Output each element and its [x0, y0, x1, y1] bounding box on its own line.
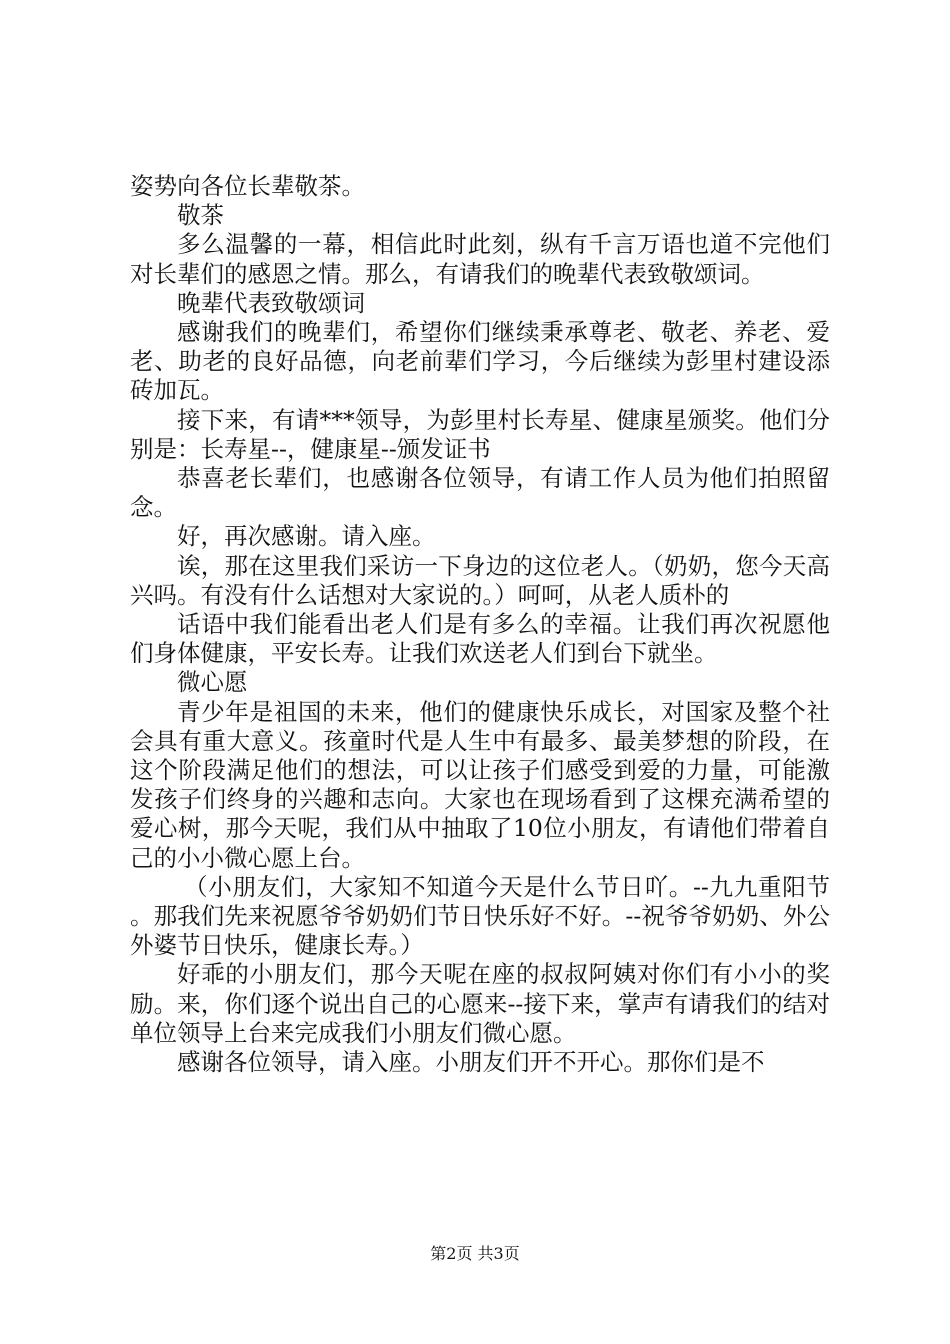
page-footer: 第2页 共3页 [430, 1244, 520, 1263]
paragraph: 恭喜老长辈们，也感谢各位领导，有请工作人员为他们拍照留念。 [130, 464, 830, 522]
paragraph-heading: 敬茶 [177, 201, 224, 230]
paragraph-heading: 微心愿 [177, 668, 248, 697]
paragraph: 好乖的小朋友们，那今天呢在座的叔叔阿姨对你们有小小的奖励。来，你们逐个说出自己的心愿来--接下来，掌声有请我们的结对单位领导上台来完成我们小朋友们微心愿。 [130, 960, 830, 1047]
paragraph: 感谢各位领导，请入座。小朋友们开不开心。那你们是不 [177, 1048, 765, 1077]
paragraph: 诶，那在这里我们采访一下身边的这位老人。（奶奶，您今天高兴吗。有没有什么话想对大家说的。）呵呵，从老人质朴的 [130, 551, 830, 609]
paragraph: 青少年是祖国的未来，他们的健康快乐成长，对国家及整个社会具有重大意义。孩童时代是人生中有最多、最美梦想的阶段，在这个阶段满足他们的想法，可以让孩子们感受到爱的力量，可能激发孩子们终身的兴趣和志向。大家也在现场看到了这棵充满希望的爱心树，那今天呢，我们从中抽取了10位小朋友，有请他们带着自己的小小微心愿上台。 [130, 697, 830, 872]
body-text [130, 172, 830, 1077]
paragraph: 好，再次感谢。请入座。 [177, 522, 436, 551]
paragraph-heading: 晚辈代表致敬颂词 [177, 288, 365, 317]
paragraph: 接下来，有请***领导，为彭里村长寿星、健康星颁奖。他们分别是：长寿星--，健康星--颁发证书 [130, 405, 830, 463]
paragraph: 多么温馨的一幕，相信此时此刻，纵有千言万语也道不完他们对长辈们的感恩之情。那么，有请我们的晚辈代表致敬颂词。 [130, 230, 830, 288]
paragraph: （小朋友们，大家知不知道今天是什么节日吖。--九九重阳节。那我们先来祝愿爷爷奶奶们节日快乐好不好。--祝爷爷奶奶、外公外婆节日快乐，健康长寿。） [130, 872, 830, 960]
paragraph: 话语中我们能看出老人们是有多么的幸福。让我们再次祝愿他们身体健康，平安长寿。让我们欢送老人们到台下就坐。 [130, 610, 830, 668]
paragraph: 感谢我们的晚辈们，希望你们继续秉承尊老、敬老、养老、爱老、助老的良好品德，向老前辈们学习，今后继续为彭里村建设添砖加瓦。 [130, 318, 830, 405]
paragraph: 姿势向各位长辈敬茶。 [130, 172, 365, 200]
